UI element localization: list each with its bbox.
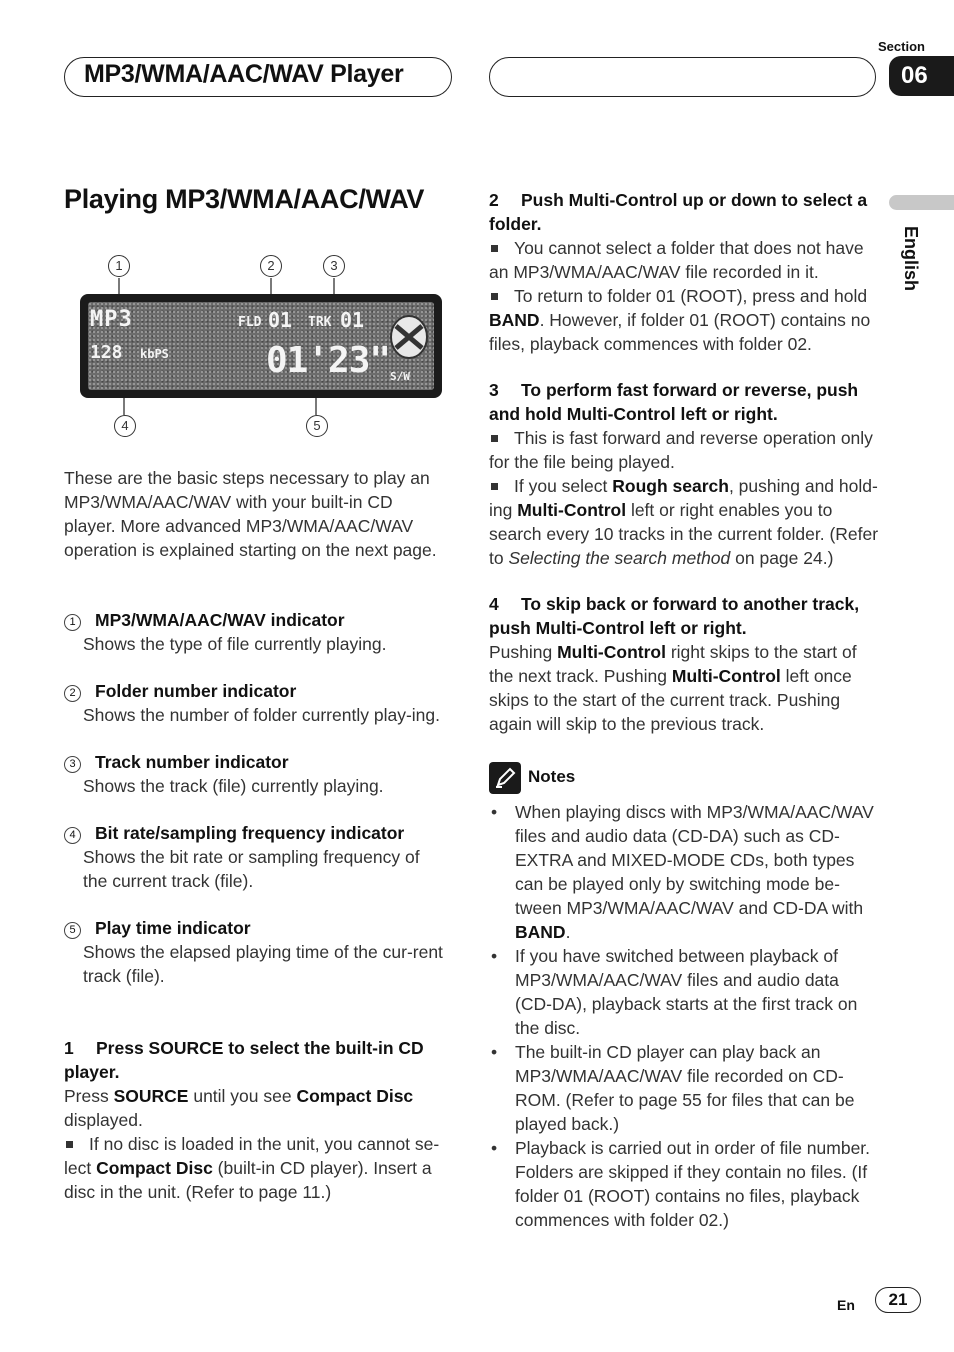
indicator-title: Track number indicator xyxy=(95,752,289,772)
lcd-track-number: 01 xyxy=(340,308,365,332)
lcd-folder-label: FLD xyxy=(238,315,262,330)
lcd-sw-label: S/W xyxy=(390,370,410,383)
indicator-number: 1 xyxy=(64,614,81,631)
indicator-list xyxy=(64,608,448,1011)
indicator-title: MP3/WMA/AAC/WAV indicator xyxy=(95,610,345,630)
note-item: • If you have switched between playback of MP3/WMA/AAC/WAV files and audio data (CD-DA), playback starts at the first track on the disc. xyxy=(489,944,879,1040)
intro-paragraph: These are the basic steps necessary to play an MP3/WMA/AAC/WAV with your built-in CD player. More advanced MP3/WMA/AAC/WAV operation is explained starting on the next page. xyxy=(64,468,437,560)
indicator-title: Folder number indicator xyxy=(95,681,297,701)
indicator-number: 4 xyxy=(64,827,81,844)
step-3 xyxy=(489,378,879,570)
notes-section xyxy=(489,762,879,1232)
indicator-desc: Shows the type of file currently playing. xyxy=(83,634,387,654)
step-bullet: This is fast forward and reverse operation only for the file being played. xyxy=(489,428,873,472)
indicator-item-4 xyxy=(64,821,448,893)
indicator-desc: Shows the elapsed playing time of the cur-rent track (file). xyxy=(83,942,443,986)
bullet-square-icon xyxy=(491,245,498,252)
header-title: MP3/WMA/AAC/WAV Player xyxy=(84,60,404,88)
step-heading: Push Multi-Control up or down to select a folder. xyxy=(489,190,868,234)
bullet-square-icon xyxy=(491,435,498,442)
section-label: Section xyxy=(878,39,925,54)
step-heading: To skip back or forward to another track, push Multi-Control left or right. xyxy=(489,594,860,638)
step-body: Press SOURCE until you see Compact Disc displayed. xyxy=(64,1086,414,1130)
lcd-screen xyxy=(88,302,434,390)
step-bullet: If no disc is loaded in the unit, you cannot se-lect Compact Disc (built-in CD player). Insert a disc in the unit. (Refer to page 11.) xyxy=(64,1134,440,1202)
callout-4: 4 xyxy=(114,415,136,437)
step-number: 1 xyxy=(64,1038,74,1058)
indicator-desc: Shows the track (file) currently playing. xyxy=(83,776,384,796)
step-heading: To perform fast forward or reverse, push and hold Multi-Control left or right. xyxy=(489,380,859,424)
page-title: Playing MP3/WMA/AAC/WAV xyxy=(64,184,425,214)
note-item: • Playback is carried out in order of file number. Folders are skipped if they contain no files. (If folder 01 (ROOT) contains no files, playback commences with folder 02.) xyxy=(489,1136,879,1232)
indicator-item-3 xyxy=(64,750,448,798)
indicator-item-5 xyxy=(64,916,448,988)
step-body: Pushing Multi-Control right skips to the start of the next track. Pushing Multi-Control left once skips to the start of the current track. Pushing again will skip to the previous track. xyxy=(489,642,857,734)
section-number: 06 xyxy=(889,56,954,96)
callout-5: 5 xyxy=(306,415,328,437)
lcd-play-time: 01'23" xyxy=(266,340,391,381)
step-number: 3 xyxy=(489,380,499,400)
side-tab-marker xyxy=(889,195,954,210)
callout-2: 2 xyxy=(260,255,282,277)
notes-icon xyxy=(489,762,521,794)
step-1 xyxy=(64,1036,448,1204)
indicator-title: Play time indicator xyxy=(95,918,251,938)
lcd-format: MP3 xyxy=(90,307,133,332)
indicator-desc: Shows the bit rate or sampling frequency of the current track (file). xyxy=(83,847,420,891)
indicator-number: 2 xyxy=(64,685,81,702)
callout-3: 3 xyxy=(323,255,345,277)
bullet-square-icon xyxy=(491,483,498,490)
footer-language: En xyxy=(837,1297,855,1313)
step-number: 2 xyxy=(489,190,499,210)
notes-list xyxy=(489,800,879,1232)
lcd-track-label: TRK xyxy=(308,315,332,330)
page-number: 21 xyxy=(875,1287,921,1313)
notes-title: Notes xyxy=(528,767,576,786)
side-tab-language: English xyxy=(901,226,921,292)
header-blank-frame xyxy=(489,57,876,97)
step-4 xyxy=(489,592,879,736)
lcd-bitrate: 128 xyxy=(90,342,123,363)
lcd-folder-number: 01 xyxy=(268,308,293,332)
step-number: 4 xyxy=(489,594,499,614)
step-bullet: You cannot select a folder that does not have an MP3/WMA/AAC/WAV file recorded in it. xyxy=(489,238,864,282)
callout-1: 1 xyxy=(108,255,130,277)
indicator-item-2 xyxy=(64,679,448,727)
display-illustration xyxy=(64,250,448,440)
step-bullet: If you select Rough search, pushing and hold-ing Multi-Control left or right enables you to search every 10 tracks in the current folder. (Refer to Selecting the search method on page 24.) xyxy=(489,476,879,568)
step-heading: Press SOURCE to select the built-in CD player. xyxy=(64,1038,424,1082)
disc-icon xyxy=(388,314,430,360)
bullet-square-icon xyxy=(66,1141,73,1148)
note-item: • When playing discs with MP3/WMA/AAC/WAV files and audio data (CD-DA) such as CD-EXTRA and MIXED-MODE CDs, both types can be played only by switching mode be-tween MP3/WMA/AAC/WAV and CD-DA with BAND. xyxy=(489,800,879,944)
step-bullet: To return to folder 01 (ROOT), press and hold BAND. However, if folder 01 (ROOT) contains no files, playback commences with folder 02. xyxy=(489,286,871,354)
bullet-square-icon xyxy=(491,293,498,300)
lcd-bitrate-unit: kbPS xyxy=(140,347,169,361)
indicator-item-1 xyxy=(64,608,448,656)
indicator-title: Bit rate/sampling frequency indicator xyxy=(95,823,405,843)
indicator-number: 3 xyxy=(64,756,81,773)
indicator-desc: Shows the number of folder currently play-ing. xyxy=(83,705,440,725)
notes-header xyxy=(489,762,879,794)
step-2 xyxy=(489,188,879,356)
indicator-number: 5 xyxy=(64,922,81,939)
lcd-panel xyxy=(80,294,442,398)
note-item: • The built-in CD player can play back an MP3/WMA/AAC/WAV file recorded on CD-ROM. (Refer to page 55 for files that can be played back.) xyxy=(489,1040,879,1136)
